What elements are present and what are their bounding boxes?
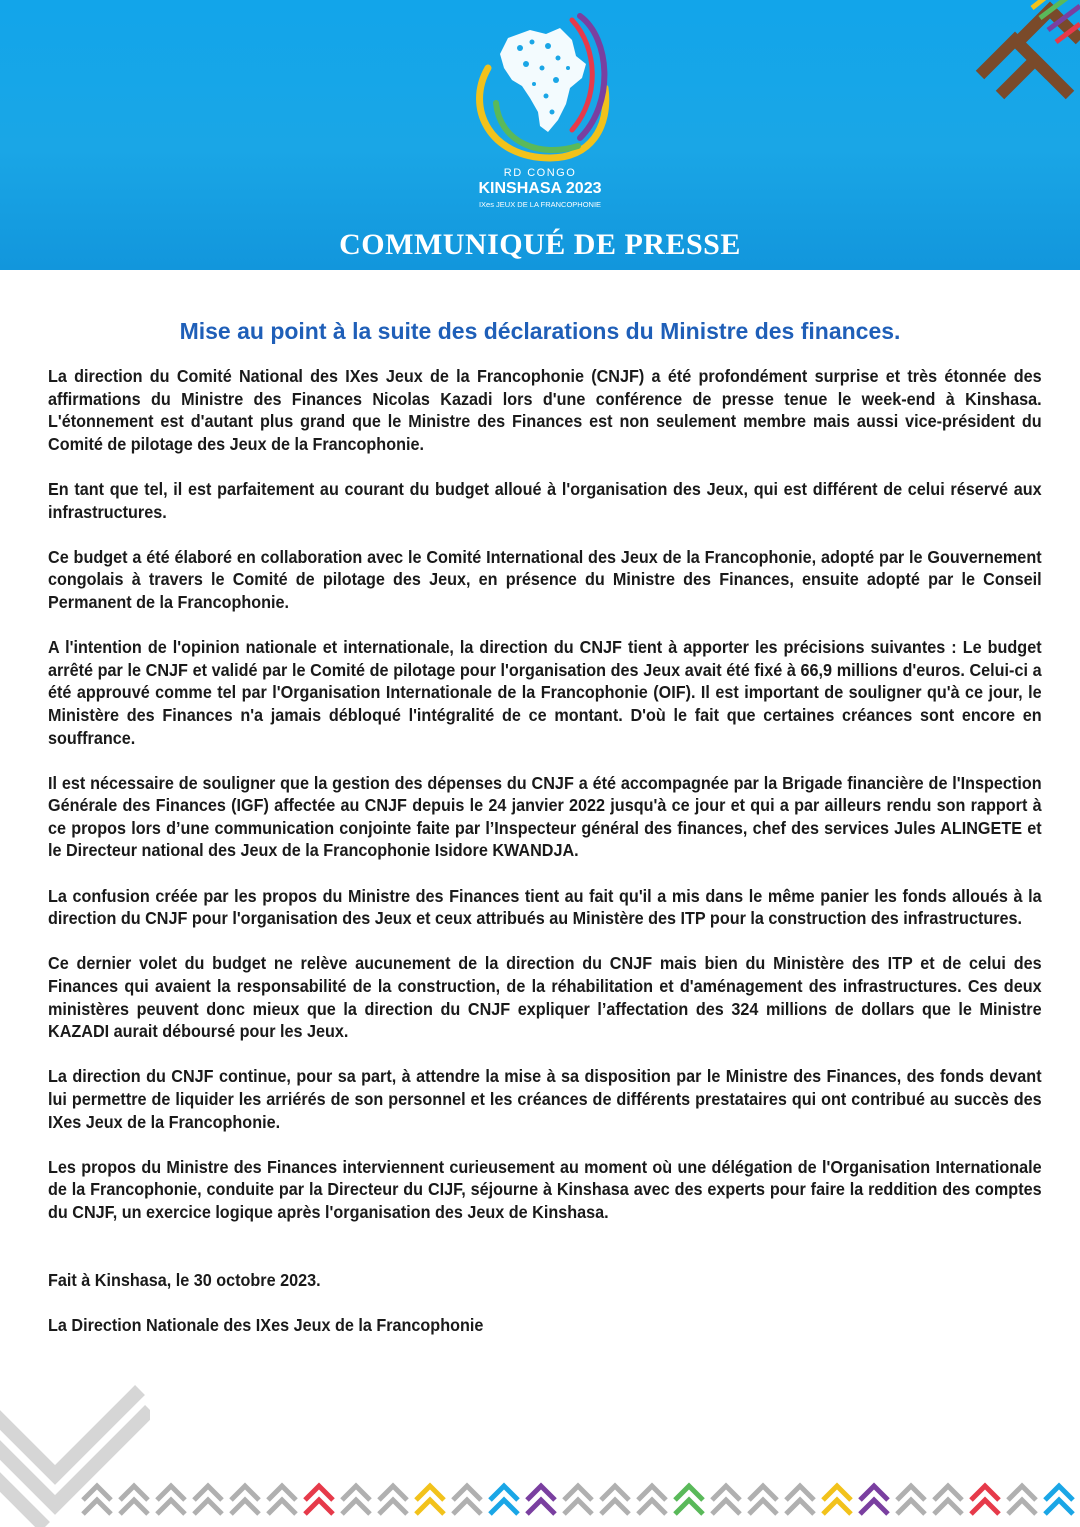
header-banner bbox=[0, 0, 1080, 270]
place-date: Fait à Kinshasa, le 30 octobre 2023. bbox=[48, 1269, 321, 1290]
paragraph: La direction du Comité National des IXes Jeux de la Francophonie (CNJF) a été profondément surprise et très étonnée des affirmations du Ministre des Finances Nicolas Kazadi lors d'une conférence de presse tenue le week-end à Kinshasa. L'étonnement est d'autant plus grand que le Ministre des Finances est non seulement membre mais aussi vice-président du Comité de pilotage des Jeux de la Francophonie. bbox=[48, 366, 1042, 454]
africa-leopard-logo-icon bbox=[460, 8, 620, 213]
document-title: Mise au point à la suite des déclarations du Ministre des finances. bbox=[179, 318, 901, 344]
document-body bbox=[48, 365, 1042, 1359]
signature: La Direction Nationale des IXes Jeux de la Francophonie bbox=[48, 1314, 484, 1335]
paragraph: Les propos du Ministre des Finances interviennent curieusement au moment où une délégation de l'Organisation Internationale de la Francophonie, conduite par la Directeur du CIJF, séjourne à Kinshasa avec des experts pour faire la reddition des comptes du CNJF, un exercice logique après l'organisation des Jeux de Kinshasa. bbox=[48, 1156, 1042, 1222]
paragraph: La direction du CNJF continue, pour sa part, à attendre la mise à sa disposition par le Ministre des Finances, des fonds devant lui permettre de liquider les arriérés de son personnel et les créances de différents prestataires qui ont contribué au succès des IXes Jeux de la Francophonie. bbox=[48, 1066, 1042, 1132]
paragraph: Il est nécessaire de souligner que la gestion des dépenses du CNJF a été accompagnée par la Brigade financière de l'Inspection Générale des Finances (IGF) affectée au CNJF depuis le 24 janvier 2022 jusqu'à ce jour et qui a par ailleurs rendu son rapport à ce propos lors d’une communication conjointe faite par l’Inspecteur général des finances, chef des services Jules ALINGETE et le Directeur national des Jeux de la Francophonie Isidore KWANDJA. bbox=[48, 772, 1042, 861]
paragraph: Ce budget a été élaboré en collaboration avec le Comité International des Jeux de la Francophonie, adopté par le Gouvernement congolais à travers le Comité de pilotage des Jeux, en présence du Ministre des Finances, ensuite adopté par le Conseil Permanent de la Francophonie. bbox=[48, 546, 1042, 612]
logo-line1: RD CONGO bbox=[503, 167, 577, 179]
chevron-pattern-icon bbox=[970, 0, 1080, 110]
paragraph: Ce dernier volet du budget ne relève aucunement de la direction du CNJF mais bien du Ministère des ITP et de celui des Finances qui avaient la responsabilité de la construction, de la réhabilitation et d'aménagement des infrastructures. Ces deux ministères peuvent donc mieux que la direction du CNJF expliquer l’affectation des 324 millions de dollars que le Ministre KAZADI aurait déboursé pour les Jeux. bbox=[48, 953, 1042, 1042]
press-release-title: COMMUNIQUÉ DE PRESSE bbox=[339, 228, 741, 261]
logo-line2: KINSHASA 2023 bbox=[478, 180, 602, 197]
paragraph: La confusion créée par les propos du Ministre des Finances tient au fait qu'il a mis dans le même panier les fonds alloués à la direction du CNJF pour l'organisation des Jeux et ceux attribués au Ministère des ITP pour la construction des infrastructures. bbox=[48, 885, 1042, 929]
paragraph: A l'intention de l'opinion nationale et internationale, la direction du CNJF tient à apporter les précisions suivantes : Le budget arrêté par le CNJF et validé par le Comité de pilotage pour l'organisation des Jeux avait été fixé à 66,9 millions d'euros. Celui-ci a été approuvé comme tel par l'Organisation Internationale de la Francophonie (OIF). Il est important de souligner qu'à ce jour, le Ministère des Finances n'a jamais débloqué l'intégralité de ce montant. D'où le fait que certaines créances sont encore en souffrance. bbox=[48, 637, 1042, 748]
paragraph: En tant que tel, il est parfaitement au courant du budget alloué à l'organisation des Jeux, qui est différent de celui réservé aux infrastructures. bbox=[48, 478, 1042, 522]
logo-line3: IXes JEUX DE LA FRANCOPHONIE bbox=[478, 200, 602, 209]
chevron-border-icon bbox=[75, 1470, 1080, 1527]
